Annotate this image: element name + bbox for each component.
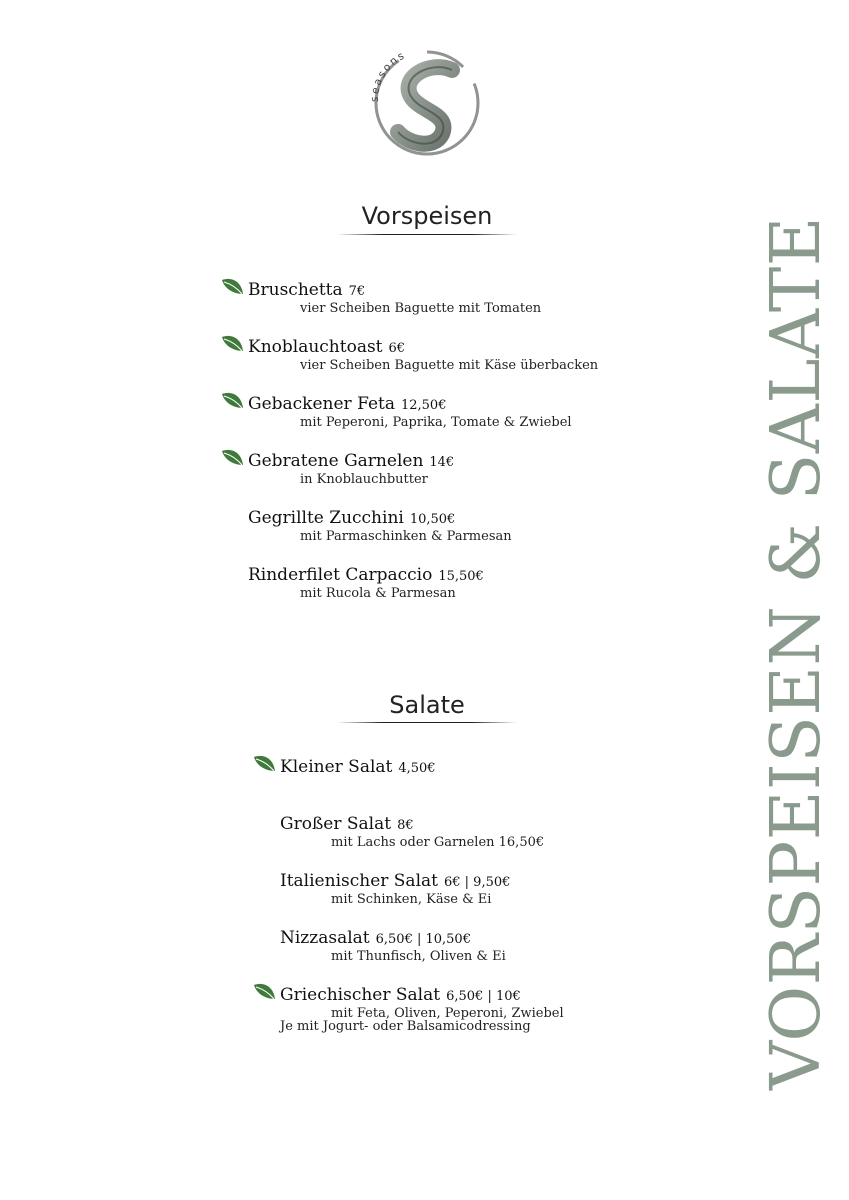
section-title-salate: Salate: [389, 691, 465, 719]
item-price: 6€: [388, 341, 406, 356]
menu-item: [248, 565, 484, 601]
menu-item: [248, 451, 454, 487]
item-name: Knoblauchtoast: [248, 337, 383, 357]
item-price: 7€: [348, 284, 366, 299]
menu-item: [248, 394, 572, 430]
item-price: 6,50€ | 10,50€: [375, 932, 471, 947]
leaf-icon: [221, 448, 245, 468]
item-description: mit Thunfisch, Oliven & Ei: [331, 949, 506, 964]
section-divider: [337, 722, 517, 723]
item-price: 6,50€ | 10€: [446, 989, 521, 1004]
dressing-note: Je mit Jogurt- oder Balsamicodressing: [280, 1019, 531, 1034]
item-name: Gebratene Garnelen: [248, 451, 424, 471]
leaf-icon: [221, 334, 245, 354]
section-divider: [337, 234, 517, 235]
leaf-icon: [253, 754, 277, 774]
item-description: mit Lachs oder Garnelen 16,50€: [331, 835, 545, 850]
item-description: mit Rucola & Parmesan: [300, 586, 456, 601]
menu-item: [280, 985, 564, 1021]
item-description: mit Feta, Oliven, Peperoni, Zwiebel: [331, 1006, 564, 1021]
item-name: Großer Salat: [280, 814, 392, 834]
item-description: mit Peperoni, Paprika, Tomate & Zwiebel: [300, 415, 572, 430]
item-description: vier Scheiben Baguette mit Käse überbacken: [300, 358, 599, 373]
item-name: Nizzasalat: [280, 928, 370, 948]
menu-item: [280, 814, 544, 850]
section-title-vorspeisen: Vorspeisen: [361, 202, 493, 230]
logo-text: seasons: [368, 49, 408, 103]
item-description: in Knoblauchbutter: [300, 472, 428, 487]
leaf-icon: [253, 982, 277, 1002]
item-price: 8€: [397, 818, 414, 833]
menu-item: [280, 871, 510, 907]
menu-item: [248, 508, 512, 544]
item-price: 10,50€: [409, 512, 456, 527]
item-name: Griechischer Salat: [280, 985, 441, 1005]
item-name: Bruschetta: [248, 280, 343, 300]
item-name: Italienischer Salat: [280, 871, 438, 891]
menu-item: [248, 280, 541, 316]
item-description: mit Schinken, Käse & Ei: [331, 892, 492, 907]
item-name: Kleiner Salat: [280, 757, 393, 777]
menu-item: [248, 337, 598, 373]
item-name: Gegrillte Zucchini: [248, 508, 404, 528]
item-description: mit Parmaschinken & Parmesan: [300, 529, 512, 544]
item-description: vier Scheiben Baguette mit Tomaten: [300, 301, 542, 316]
item-price: 14€: [429, 455, 455, 470]
item-price: 6€ | 9,50€: [443, 875, 511, 890]
item-price: 12,50€: [400, 398, 447, 413]
side-title: VORSPEISEN & SALATE: [757, 216, 836, 1090]
menu-item: [280, 928, 506, 964]
seasons-logo: [360, 40, 490, 165]
item-name: Gebackener Feta: [248, 394, 395, 414]
leaf-icon: [221, 391, 245, 411]
menu-item: [280, 757, 436, 777]
item-price: 4,50€: [398, 761, 436, 776]
leaf-icon: [221, 277, 245, 297]
item-price: 15,50€: [438, 569, 484, 584]
logo-mark-icon: [360, 40, 490, 165]
item-name: Rinderfilet Carpaccio: [248, 565, 433, 585]
